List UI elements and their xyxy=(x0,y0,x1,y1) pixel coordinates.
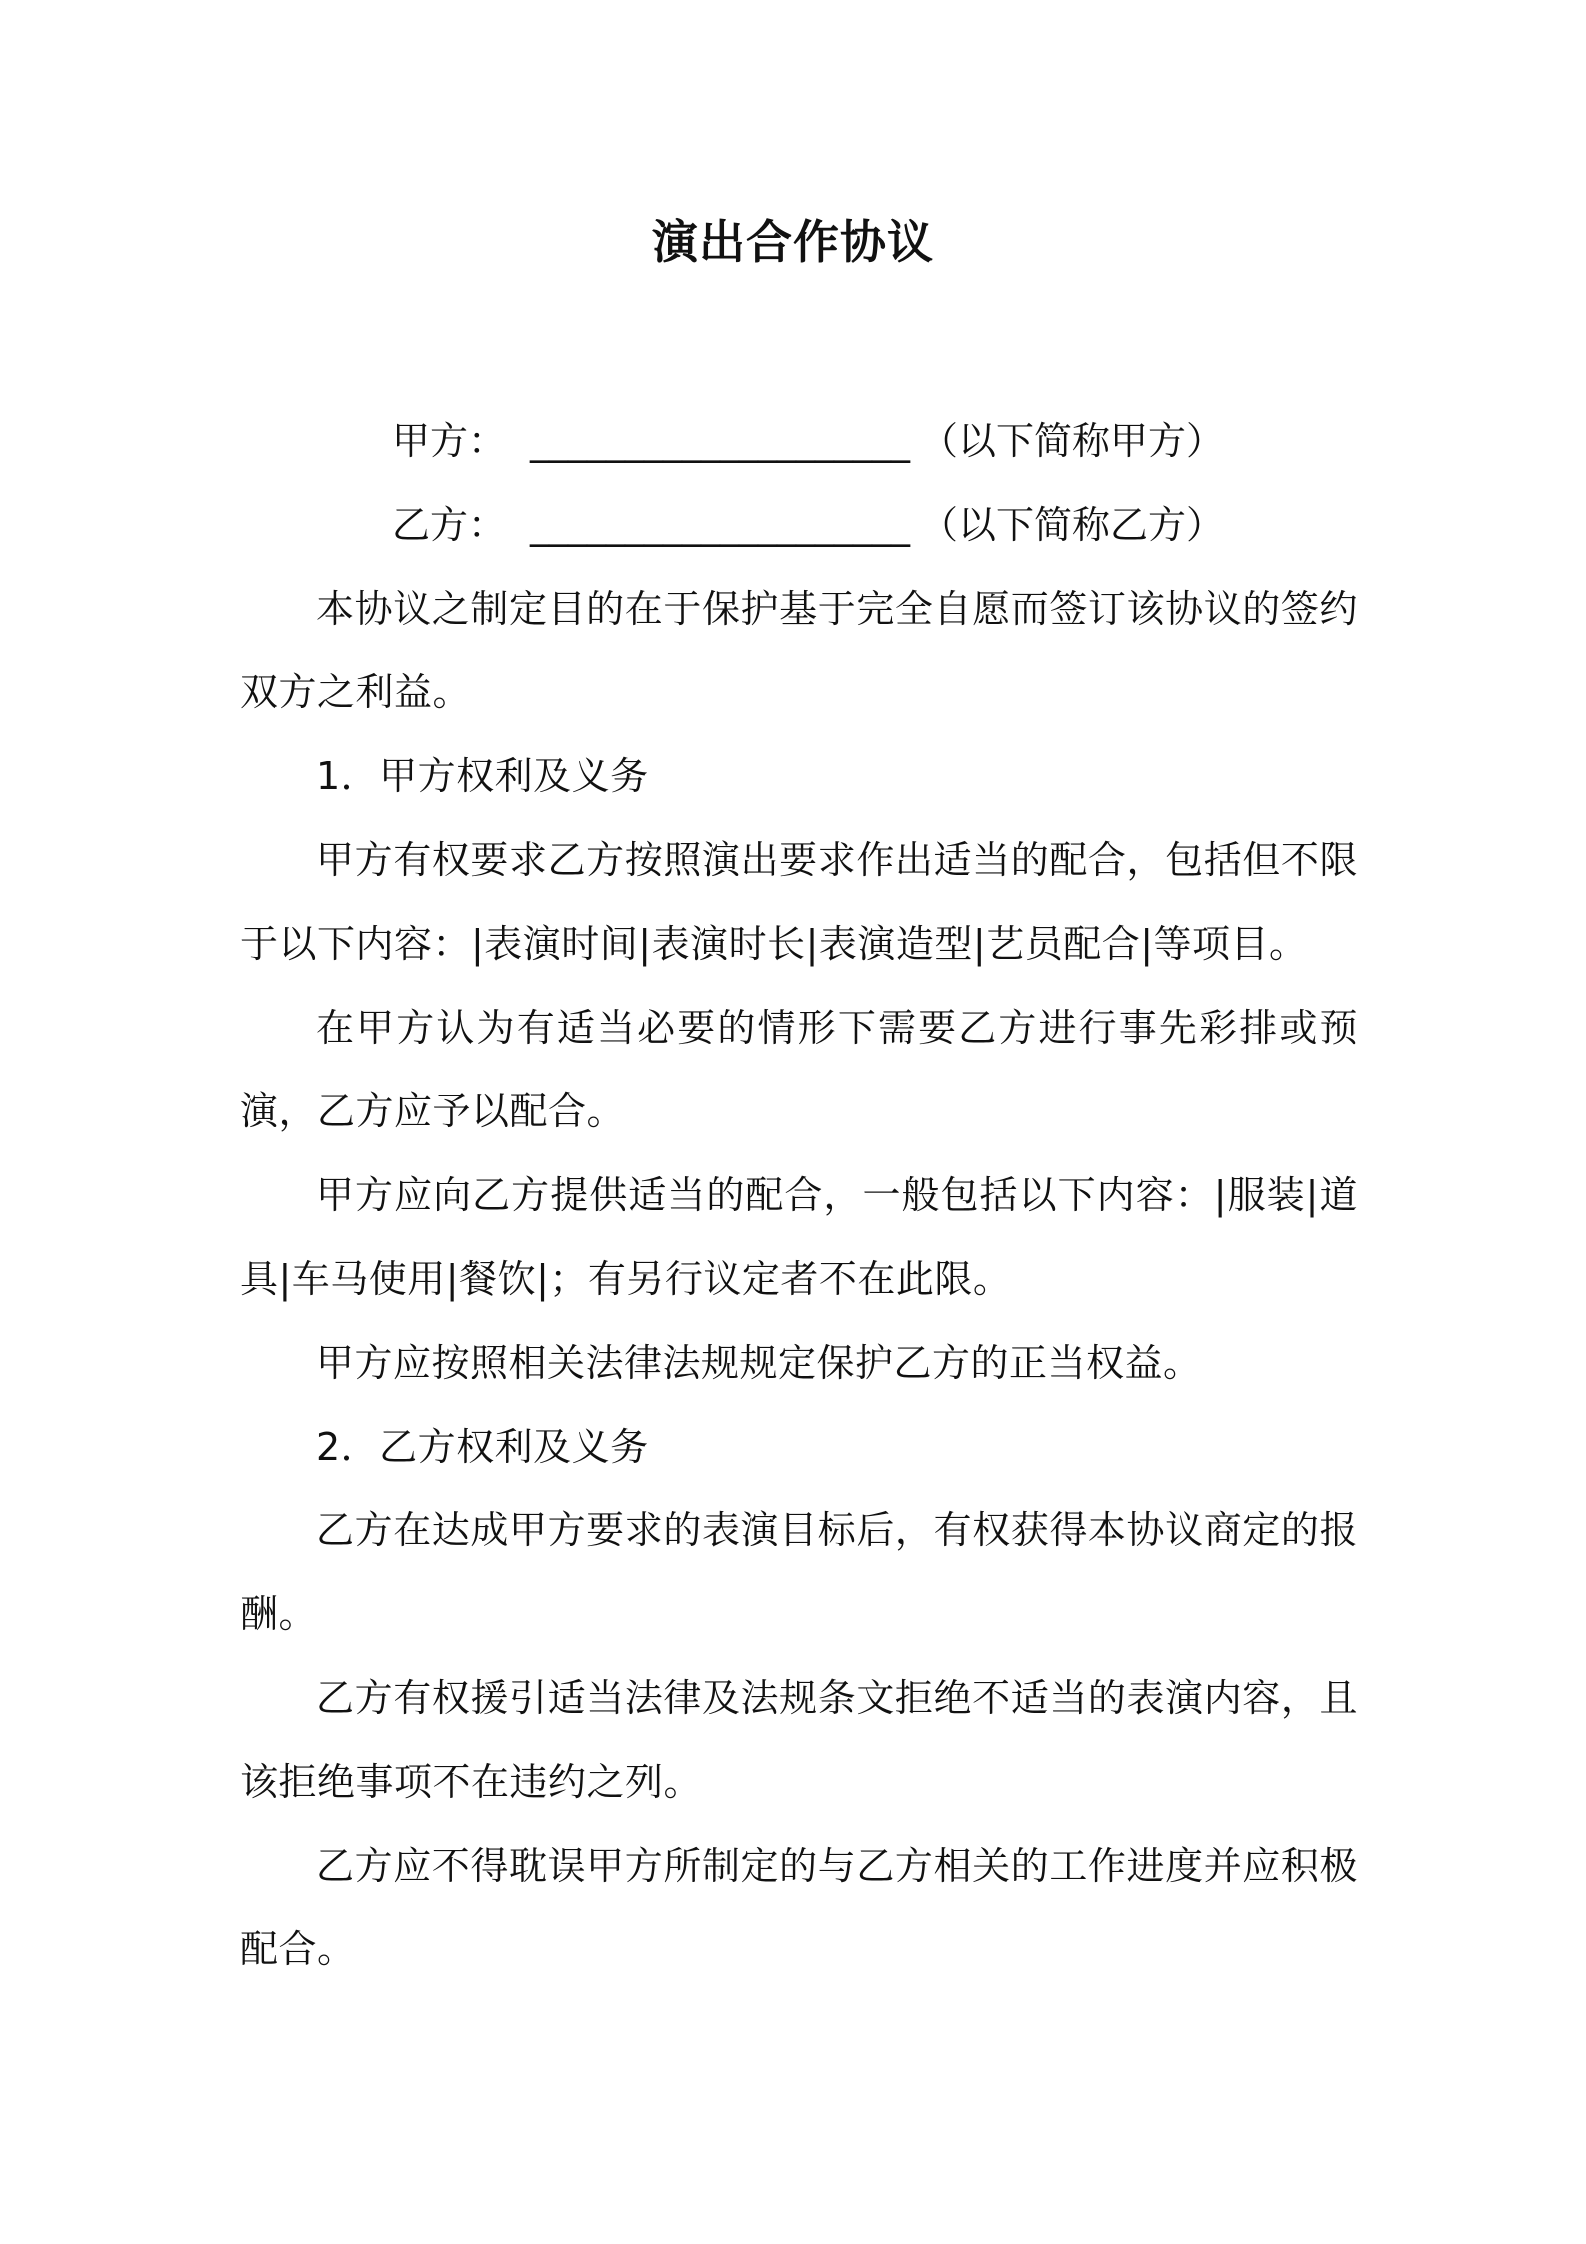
party-a-note: （以下简称甲方） xyxy=(920,419,1225,463)
party-b-note: （以下简称乙方） xyxy=(920,502,1225,547)
party-b-line xyxy=(240,484,1358,568)
section-2-paragraph-3: 乙方应不得耽误甲方所制定的与乙方相关的工作进度并应积极配合。 xyxy=(240,1843,1358,1972)
section-2-paragraph-2: 乙方有权援引适当法律及法规条文拒绝不适当的表演内容，且该拒绝事项不在违约之列。 xyxy=(240,1675,1358,1804)
party-b-label: 乙方： xyxy=(392,502,507,547)
section-1-paragraph-1: 甲方有权要求乙方按照演出要求作出适当的配合，包括但不限于以下内容：|表演时间|表演时长|表演造型|艺员配合|等项目。 xyxy=(240,837,1358,966)
document-title: 演出合作协议 xyxy=(652,215,934,269)
party-a-blank: ____________________ xyxy=(530,419,910,463)
party-a-label: 甲方： xyxy=(392,419,507,463)
party-a-line xyxy=(240,400,1358,484)
document-body xyxy=(240,400,1358,1992)
section-2-paragraph-1: 乙方在达成甲方要求的表演目标后，有权获得本协议商定的报酬。 xyxy=(240,1508,1358,1637)
section-1-heading: 1．甲方权利及义务 xyxy=(316,754,649,799)
section-2-heading: 2．乙方权利及义务 xyxy=(316,1424,649,1469)
section-1-paragraph-3: 甲方应向乙方提供适当的配合，一般包括以下内容：|服装|道具|车马使用|餐饮|；有另行议定者不在此限。 xyxy=(240,1173,1358,1301)
section-1-paragraph-2: 在甲方认为有适当必要的情形下需要乙方进行事先彩排或预演，乙方应予以配合。 xyxy=(240,1005,1358,1134)
party-b-blank: ____________________ xyxy=(530,502,910,547)
section-1-paragraph-4: 甲方应按照相关法律法规规定保护乙方的正当权益。 xyxy=(316,1340,1202,1385)
intro-paragraph: 本协议之制定目的在于保护基于完全自愿而签订该协议的签约双方之利益。 xyxy=(240,586,1358,715)
